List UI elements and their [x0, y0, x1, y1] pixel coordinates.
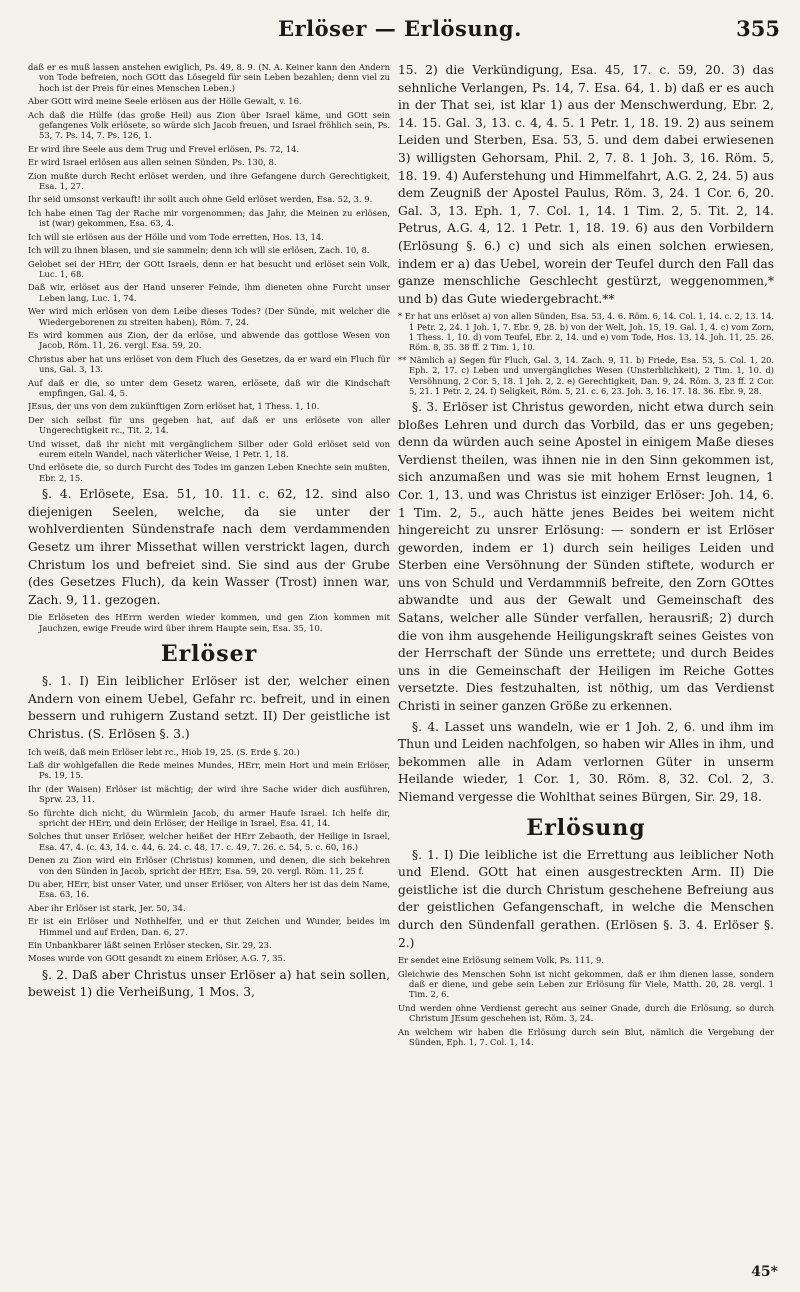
section-paragraph: §. 4. Lasset uns wandeln, wie er 1 Joh. 2, 6. und ihm im Thun und Leiden nachfolgen, so haben wir Alles in ihm, und bekommen alle in Adam verlornen Güter in unserm Heilande wieder, 1 Cor. 1, 30. Röm. 8, 32. Col. 2, 3. Niemand vergesse die Wohlthat seines Bürgen, Sir. 29, 18. — [398, 719, 774, 804]
section-paragraph: §. 3. Erlöser ist Christus geworden, nicht etwa durch sein bloßes Lehren und durch das Vorbild, das er uns gegeben; denn da würden auch seine Apostel in einigem Maße dieses Verdienst theilen, was ihnen nie in den Sinn gekommen ist, sich anzumaßen und was sie mit hohem Ernst leugnen, 1 Cor. 1, 13. und was Christus ist einziger Erlöser: Joh. 14, 6. 1 Tim. 2, 5., auch hätte jenes Beides bei weitem nicht hingereicht zu unsrer Erlösung: — sondern er ist Erlöser geworden, indem er 1) durch sein heiliges Leiden und Sterben eine Versöhnung der Sünden stiftete, wodurch er uns von Schuld und Verdammniß befreite, den Zorn GOttes abwandte und aus der Gewalt und Gemeinschaft des Satans, welcher alle Sünder verfallen, herausriß; 2) durch die von ihm ausgehende Heiligungskraft seines Geistes von der Herrschaft der Sünde uns errettete; und durch Beides uns in die Gemeinschaft der Heiligen im Reiche Gottes versetzte. Dies festzuhalten, ist nöthig, um das Verdienst Christi in seiner ganzen Größe zu erkennen. — [398, 399, 774, 714]
verse-entry: Moses wurde von GOtt gesandt zu einem Erlöser, A.G. 7, 35. — [28, 953, 286, 964]
verse-entry: Ich will zu ihnen blasen, und sie sammeln; denn ich will sie erlösen, Zach. 10, 8. — [28, 245, 370, 256]
verse-entry: Er wird Israel erlösen aus allen seinen Sünden, Ps. 130, 8. — [28, 157, 277, 168]
verse-entry: daß er es muß lassen anstehen ewiglich, Ps. 49, 8. 9. (N. A. Keiner kann den Andern von Tode befreien, noch GOtt das Lösegeld für sein Leben bezahlen; denn viel zu hoch ist der Preis für eines Menschen Leben.) — [28, 62, 390, 93]
running-head — [20, 14, 780, 48]
verse-entry: Aber ihr Erlöser ist stark, Jer. 50, 34. — [28, 902, 186, 913]
verse-entry: Ich will sie erlösen aus der Hölle und vom Tode erretten, Hos. 13, 14. — [28, 231, 324, 242]
section-paragraph: 15. 2) die Verkündigung, Esa. 45, 17. c. 59, 20. 3) das sehnliche Verlangen, Ps. 14, 7. Esa. 64, 1. b) daß er es auch in der That sei, ist klar 1) aus der Menschwerdung, Ebr. 2, 14. 15. Gal. 3, 13. c. 4, 4. 5. 1 Petr. 1, 18. 19. 2) aus seinem Leiden und Sterben, Esa. 53, 5. und dem dabei erwiesenen 3) willigsten Gehorsam, Phil. 2, 7. 8. 1 Joh. 3, 16. Röm. 5, 18. 19. 4) Auferstehung und Himmelfahrt, A.G. 2, 24. 5) aus dem Zeugniß der Apostel Paulus, Röm. 3, 24. 1 Cor. 6, 20. Gal. 3, 13. Eph. 1, 7. Col. 1, 14. 1 Tim. 2, 5. Tit. 2, 14. Petrus, A.G. 4, 12. 1 Petr. 1, 18. 19. 6) aus den Vorbildern (Erlösung §. 6.) c) und sich als einen solchen erwiesen, indem er a) das Uebel, worein der Teufel durch den Fall das ganze menschliche Geschlecht gestürzt, weggenommen,* und b) das Gute wiedergebracht.** — [398, 63, 774, 306]
verse-entry: Ihr (der Waisen) Erlöser ist mächtig; der wird ihre Sache wider dich ausführen, Sprw. 23, 11. — [28, 783, 390, 805]
verse-entry: Daß wir, erlöset aus der Hand unserer Feinde, ihm dieneten ohne Furcht unser Leben lang, Luc. 1, 74. — [28, 282, 390, 303]
verse-entry: Aber GOtt wird meine Seele erlösen aus der Hölle Gewalt, v. 16. — [28, 96, 302, 107]
left-column — [28, 62, 390, 1252]
verse-entry: Er ist ein Erlöser und Nothhelfer, und er thut Zeichen und Wunder, beides im Himmel und auf Erden, Dan. 6, 27. — [28, 916, 390, 937]
verse-entry: Ich habe einen Tag der Rache mir vorgenommen; das Jahr, die Meinen zu erlösen, ist (war) gekommen, Esa. 63, 4. — [28, 207, 390, 229]
verse-entry: So fürchte dich nicht, du Würmlein Jacob, du armer Haufe Israel. Ich helfe dir, spricht der HErr, und dein Erlöser, der Heilige in Israel, Esa. 41, 14. — [28, 807, 390, 828]
verse-entry: Ein Unbankbarer läßt seinen Erlöser stecken, Sir. 29, 23. — [28, 940, 272, 951]
section-heading-erloeser: Erlöser — [160, 641, 258, 668]
page-number: 355 — [736, 16, 780, 41]
verse-entry: Du aber, HErr, bist unser Vater, und unser Erlöser, von Alters her ist das dein Name, Esa. 63, 16. — [28, 879, 390, 900]
verse-entry: Der sich selbst für uns gegeben hat, auf daß er uns erlösete von aller Ungerechtigkeit rc., Tit. 2, 14. — [28, 414, 390, 436]
footnote: * Er hat uns erlöset a) von allen Sünden, Esa. 53, 4. 6. Röm. 6, 14. Col. 1, 14. c. 2, 13. 14. 1 Petr. 2, 24. 1 Joh. 1, 7. Ebr. 9, 28. b) von der Welt, Joh. 15, 19. Gal. 1, 4. c) vom Zorn, 1 Thess. 1, 10. d) vom Teufel, Ebr. 2, 14. und e) vom Tode, Hos. 13, 14. Joh. 11, 25. 26. Röm. 8, 35. 38 ff. 2 Tim. 1, 10. — [398, 311, 774, 352]
verse-entry: Gleichwie des Menschen Sohn ist nicht gekommen, daß er ihm dienen lasse, sondern daß er diene, und gebe sein Leben zur Erlösung für Viele, Matth. 20, 28. vergl. 1 Tim. 2, 6. — [398, 968, 774, 1000]
verse-entry: Und werden ohne Verdienst gerecht aus seiner Gnade, durch die Erlösung, so durch Christum JEsum geschehen ist, Röm. 3, 24. — [398, 1002, 774, 1024]
verse-entry: Wer wird mich erlösen von dem Leibe dieses Todes? (Der Sünde, mit welcher die Wiedergeborenen zu streiten haben), Röm. 7, 24. — [28, 306, 390, 327]
verse-entry: Gelobet sei der HErr, der GOtt Israels, denn er hat besucht und erlöset sein Volk, Luc. 1, 68. — [28, 258, 390, 279]
verse-entry: Ich weiß, daß mein Erlöser lebt rc., Hiob 19, 25. (S. Erde §. 20.) — [28, 746, 300, 757]
verse-entry: Ihr seid umsonst verkauft! ihr sollt auch ohne Geld erlöset werden, Esa. 52, 3. 9. — [28, 194, 373, 205]
section-paragraph: §. 1. I) Die leibliche ist die Errettung aus leiblicher Noth und Elend. GOtt hat einen ausgestreckten Arm. II) Die geistliche ist die durch Christum geschehene Befreiung aus der geistlichen Gefangenschaft, in welche die Menschen durch den Sündenfall gerathen. (Erlösen §. 3. 4. Erlöser §. 2.) — [398, 847, 774, 950]
page-title: Erlöser — Erlösung. — [278, 16, 522, 41]
verse-entry: Auf daß er die, so unter dem Gesetz waren, erlösete, daß wir die Kindschaft empfingen, Gal. 4, 5. — [28, 377, 390, 398]
right-column — [398, 62, 774, 1252]
verse-entry: Zion mußte durch Recht erlöset werden, und ihre Gefangene durch Gerechtigkeit, Esa. 1, 27. — [28, 170, 390, 192]
verse-entry: Und wisset, daß ihr nicht mit vergänglichem Silber oder Gold erlöset seid von eurem eiteln Wandel, nach väterlicher Weise, 1 Petr. 1, 18. — [28, 438, 390, 459]
verse-entry: Solches thut unser Erlöser, welcher heißet der HErr Zebaoth, der Heilige in Israel, Esa. 47, 4. (c. 43, 14. c. 44, 6. 24. c. 48, 17. c. 49, 7. 26. c. 54, 5. c. 60, 16.) — [28, 831, 390, 852]
verse-entry: Ach daß die Hülfe (das große Heil) aus Zion über Israel käme, und GOtt sein gefangenes Volk erlösete, so würde sich Jacob freuen, und Israel fröhlich sein, Ps. 53, 7. Ps. 14, 7. Ps. 126, 1. — [28, 109, 390, 141]
verse-entry: Laß dir wohlgefallen die Rede meines Mundes, HErr, mein Hort und mein Erlöser, Ps. 19, 15. — [28, 759, 390, 781]
section-paragraph: §. 1. I) Ein leiblicher Erlöser ist der, welcher einen Andern von einem Uebel, Gefahr rc. befreit, und in einen bessern und ruhigern Zustand setzt. II) Der geistliche ist Christus. (S. Erlösen §. 3.) — [28, 674, 390, 741]
verse-entry: Und erlösete die, so durch Furcht des Todes im ganzen Leben Knechte sein mußten, Ebr. 2, 15. — [28, 462, 390, 483]
verse-entry: JEsus, der uns von dem zukünftigen Zorn erlöset hat, 1 Thess. 1, 10. — [28, 401, 320, 412]
section-paragraph: §. 4. Erlösete, Esa. 51, 10. 11. c. 62, 12. sind also diejenigen Seelen, welche, da sie unter der wohlverdienten Sündenstrafe nach dem verdammenden Gesetz um ihrer Missethat willen verstrickt lagen, durch Christum los und befreiet sind. Sie sind aus der Grube (des Gesetzes Fluch), da kein Wasser (Trost) innen war, Zach. 9, 11. gezogen. — [28, 487, 390, 607]
footnote: ** Nämlich a) Segen für Fluch, Gal. 3, 14. Zach. 9, 11. b) Friede, Esa. 53, 5. Col. 1, 20. Eph. 2, 17. c) Leben und unvergängliches Wesen (Unsterblichkeit), 2 Tim. 1, 10. d) Versöhnung, 2 Cor. 5, 18. 1 Joh. 2, 2. e) Gerechtigkeit, Dan. 9, 24. Röm. 3, 23 ff. 2 Cor. 5, 21. 1 Petr. 2, 24. f) Seligkeit, Röm. 5, 21. c. 6, 23. Joh. 3, 16. 17. 18. 36. Ebr. 9, 28. — [398, 355, 774, 396]
verse-entry: Christus aber hat uns erlöset von dem Fluch des Gesetzes, da er ward ein Fluch für uns, Gal. 3, 13. — [28, 353, 390, 375]
section-paragraph: §. 2. Daß aber Christus unser Erlöser a) hat sein sollen, beweist 1) die Verheißung, 1 Mos. 3, — [28, 967, 390, 1000]
verse-entry: Die Erlöseten des HErrn werden wieder kommen, und gen Zion kommen mit Jauchzen, ewige Freude wird über ihrem Haupte sein, Esa. 35, 10. — [28, 612, 390, 633]
section-heading-erloesung: Erlösung — [526, 814, 646, 841]
verse-entry: Er wird ihre Seele aus dem Trug und Frevel erlösen, Ps. 72, 14. — [28, 143, 300, 154]
verse-entry: Er sendet eine Erlösung seinem Volk, Ps. 111, 9. — [398, 955, 604, 966]
verse-entry: An welchem wir haben die Erlösung durch sein Blut, nämlich die Vergebung der Sünden, Eph. 1, 7. Col. 1, 14. — [398, 1026, 774, 1047]
signature-mark: 45* — [751, 1264, 778, 1280]
verse-entry: Denen zu Zion wird ein Erlöser (Christus) kommen, und denen, die sich bekehren von den Sünden in Jacob, spricht der HErr, Esa. 59, 20. vergl. Röm. 11, 25 f. — [28, 855, 390, 876]
verse-entry: Es wird kommen aus Zion, der da erlöse, und abwende das gottlose Wesen von Jacob, Röm. 11, 26. vergl. Esa. 59, 20. — [28, 329, 390, 351]
